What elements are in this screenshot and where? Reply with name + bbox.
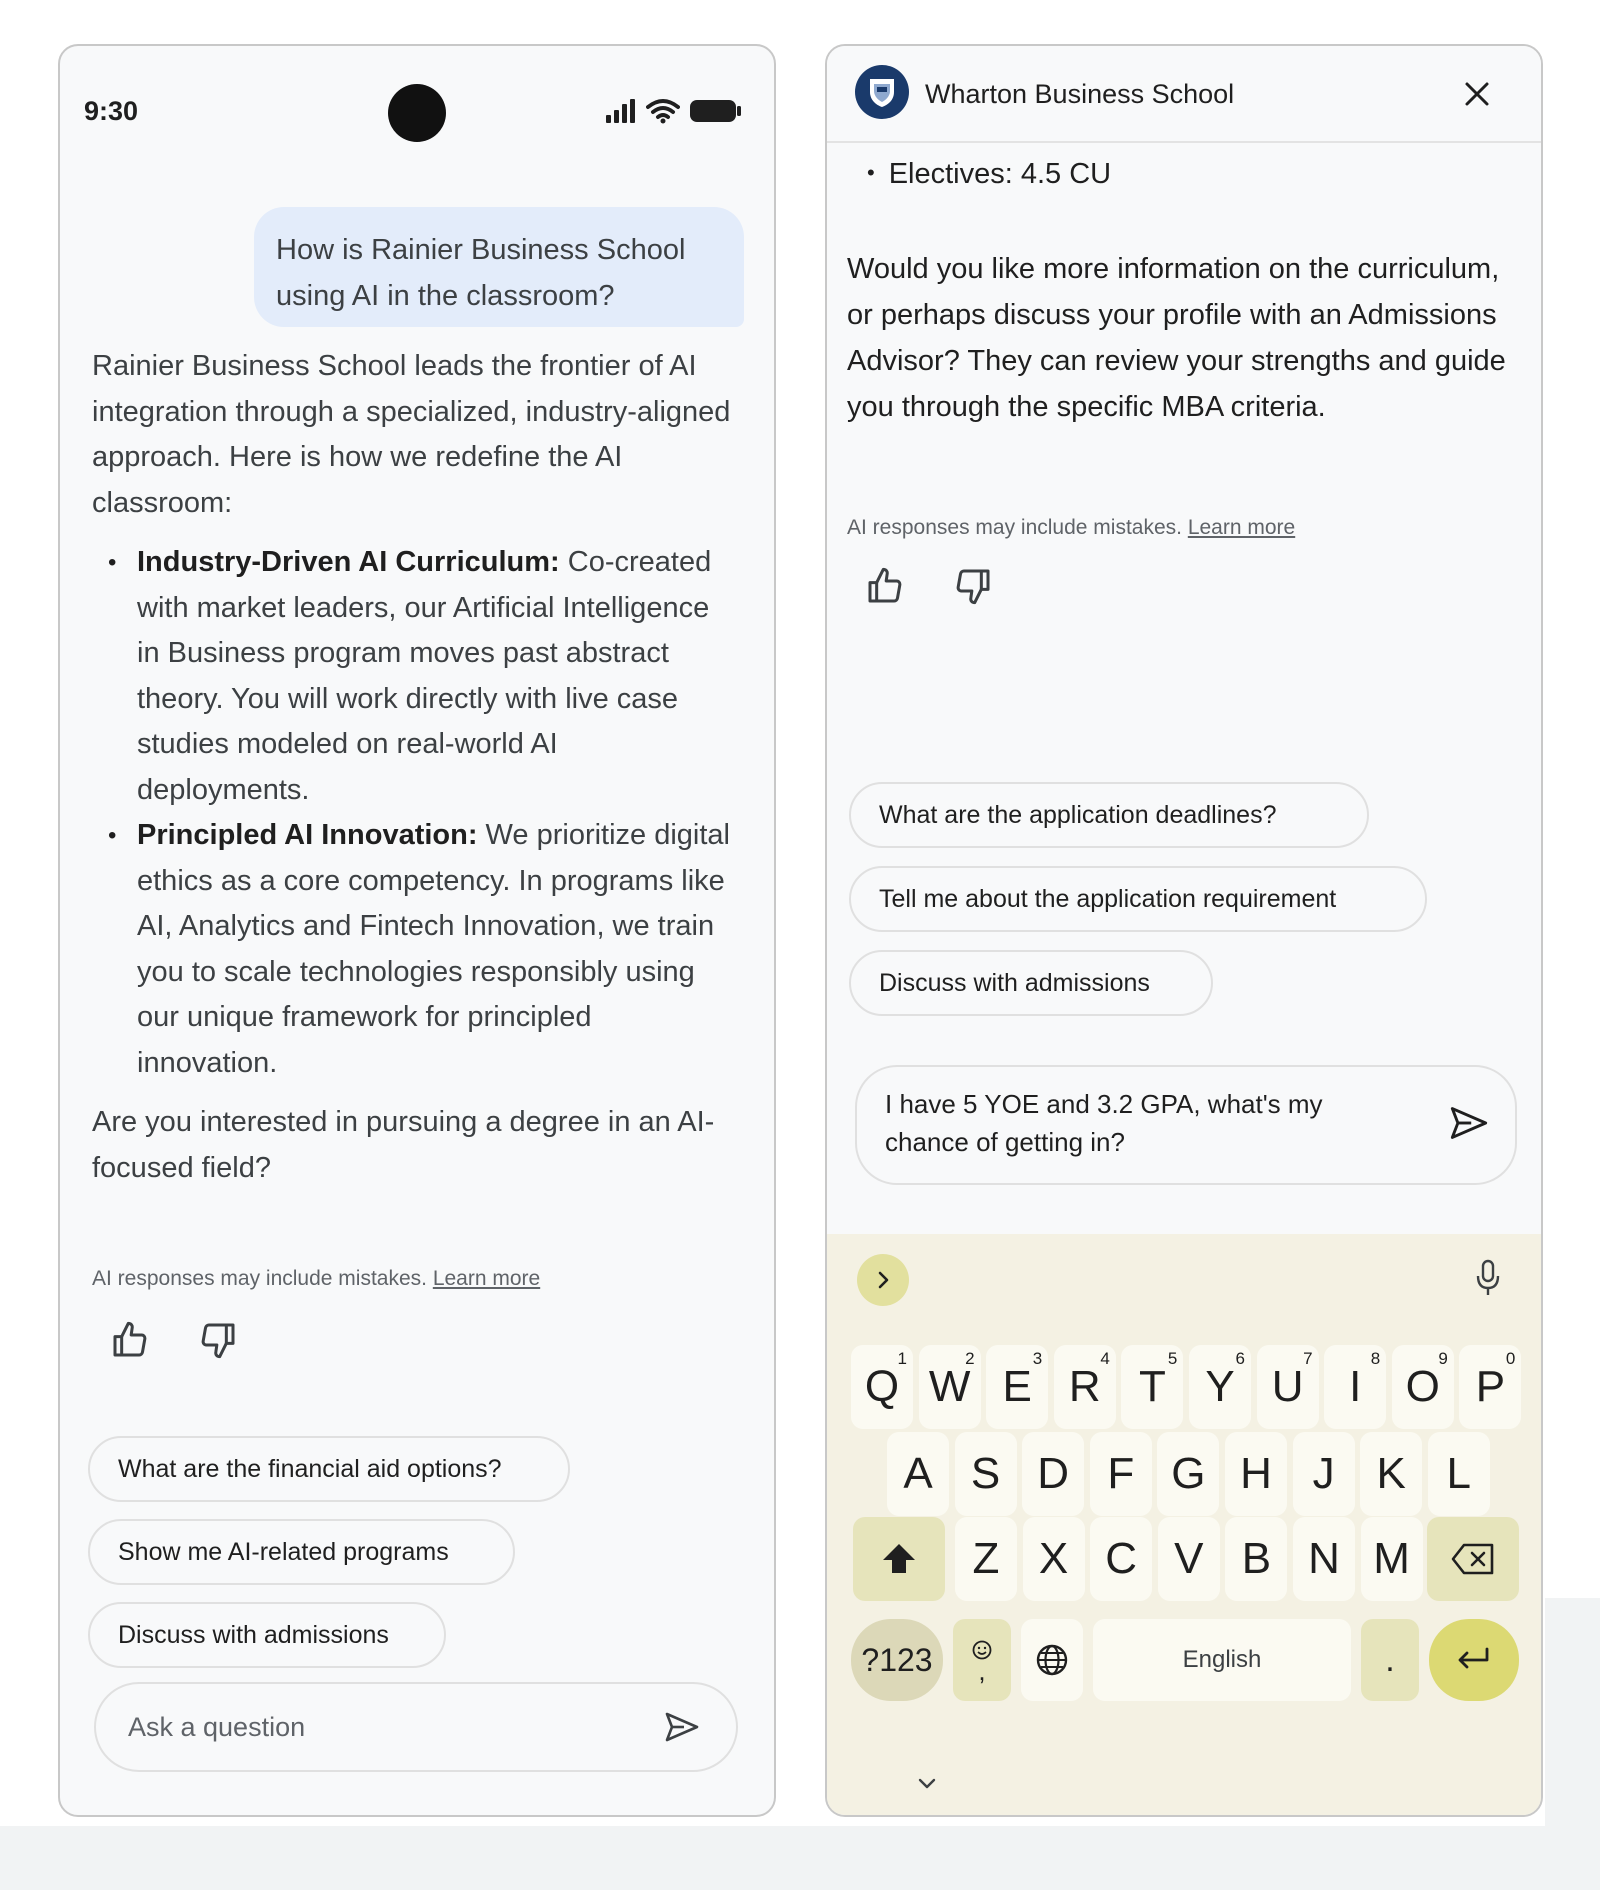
feedback-buttons [863, 562, 995, 610]
key-label: I [1349, 1362, 1362, 1411]
key-number-hint: 4 [1100, 1349, 1110, 1368]
ask-question-field [94, 1682, 738, 1772]
key-f[interactable] [1090, 1432, 1152, 1516]
key-label: T [1138, 1362, 1166, 1411]
key-c[interactable] [1090, 1517, 1152, 1601]
page-bottom-band-right [1545, 1598, 1600, 1890]
bullet-title: Principled AI Innovation: [137, 819, 478, 851]
signal-icon [606, 99, 636, 123]
space-bar[interactable]: English [1093, 1619, 1351, 1701]
key-number-hint: 9 [1438, 1349, 1448, 1368]
answer-bullets [92, 540, 732, 1086]
key-label: H [1240, 1449, 1272, 1498]
key-q[interactable] [851, 1345, 913, 1429]
chat-header [827, 46, 1541, 143]
shift-key[interactable] [853, 1517, 945, 1601]
key-label: A [903, 1449, 933, 1498]
key-label: G [1171, 1449, 1206, 1498]
send-icon [1449, 1105, 1489, 1141]
key-label: V [1174, 1534, 1204, 1583]
answer-bullet [92, 540, 732, 813]
microphone-button[interactable] [1473, 1258, 1503, 1298]
key-label: K [1376, 1449, 1406, 1498]
suggestion-chip-financial-aid[interactable]: What are the financial aid options? [88, 1436, 570, 1502]
key-w[interactable] [919, 1345, 981, 1429]
battery-icon [690, 98, 742, 124]
message-input-value: I have 5 YOE and 3.2 GPA, what's my chance of getting in? [885, 1089, 1323, 1157]
key-number-hint: 2 [965, 1349, 975, 1368]
language-key[interactable] [1021, 1619, 1083, 1701]
suggestion-chip-discuss-admissions[interactable]: Discuss with admissions [849, 950, 1213, 1016]
key-x[interactable] [1023, 1517, 1085, 1601]
key-number-hint: 3 [1032, 1349, 1043, 1368]
thumbs-up-icon [110, 1320, 150, 1360]
key-k[interactable] [1360, 1432, 1422, 1516]
key-d[interactable] [1022, 1432, 1084, 1516]
key-v[interactable] [1158, 1517, 1220, 1601]
suggestion-chip-ai-programs[interactable]: Show me AI-related programs [88, 1519, 515, 1585]
disclaimer-text: AI responses may include mistakes. [847, 516, 1188, 539]
answer-closing: Are you interested in pursuing a degree in an AI-focused field? [92, 1106, 715, 1184]
bullet-text: Electives: 4.5 CU [888, 158, 1112, 190]
key-l[interactable] [1428, 1432, 1490, 1516]
key-y[interactable] [1189, 1345, 1251, 1429]
key-number-hint: 5 [1167, 1349, 1178, 1368]
key-s[interactable] [955, 1432, 1017, 1516]
close-button[interactable] [1457, 74, 1497, 114]
key-number-hint: 8 [1370, 1349, 1381, 1368]
key-label: M [1373, 1534, 1410, 1583]
bullet-title: Industry-Driven AI Curriculum: [137, 546, 560, 578]
key-label: S [970, 1449, 1001, 1498]
key-number-hint: 7 [1303, 1349, 1313, 1368]
key-number-hint: 6 [1235, 1349, 1245, 1368]
microphone-icon [1473, 1258, 1503, 1298]
globe-icon [1034, 1642, 1070, 1678]
key-label: B [1241, 1534, 1272, 1583]
key-label: W [928, 1362, 971, 1411]
electives-bullet [867, 158, 1111, 191]
learn-more-link[interactable]: Learn more [1187, 516, 1296, 539]
thumbs-down-icon [953, 566, 993, 606]
thumbs-up-button[interactable] [863, 562, 907, 610]
thumbs-down-button[interactable] [951, 562, 995, 610]
answer-bullet [92, 813, 732, 1086]
comma-label: , [978, 1656, 986, 1686]
key-h[interactable] [1225, 1432, 1287, 1516]
key-z[interactable] [955, 1517, 1017, 1601]
thumbs-down-button[interactable] [196, 1316, 240, 1364]
header-title: Wharton Business School [925, 79, 1235, 109]
status-bar [60, 46, 774, 176]
key-label: R [1068, 1362, 1101, 1411]
key-j[interactable] [1293, 1432, 1355, 1516]
suggestion-chip-deadlines[interactable]: What are the application deadlines? [849, 782, 1369, 848]
send-button[interactable] [660, 1705, 704, 1749]
feedback-buttons [108, 1316, 240, 1364]
suggestion-chip-discuss-admissions[interactable]: Discuss with admissions [88, 1602, 446, 1668]
on-screen-keyboard [827, 1234, 1541, 1817]
chevron-down-icon [913, 1770, 941, 1798]
key-i[interactable] [1324, 1345, 1386, 1429]
key-label: Z [972, 1534, 1000, 1583]
key-a[interactable] [887, 1432, 949, 1516]
send-button[interactable] [1449, 1105, 1493, 1149]
key-label: L [1446, 1449, 1472, 1498]
page-bottom-band [0, 1826, 1600, 1890]
status-time: 9:30 [84, 96, 139, 126]
key-label: E [1002, 1362, 1032, 1411]
chevron-right-icon [872, 1269, 894, 1291]
ai-answer: Would you like more information on the curriculum, or perhaps discuss your profile with an Admissions Advisor? They can review your strengths and guide you through the specific MBA criteria. [847, 253, 1506, 423]
key-label: C [1105, 1534, 1138, 1583]
shift-icon [880, 1540, 918, 1578]
key-b[interactable] [1225, 1517, 1287, 1601]
front-camera [388, 84, 446, 142]
enter-key[interactable] [1429, 1619, 1519, 1701]
ai-disclaimer [847, 516, 1295, 540]
wifi-icon [646, 98, 680, 124]
key-g[interactable] [1157, 1432, 1219, 1516]
thumbs-up-icon [865, 566, 905, 606]
suggestion-chip-requirements[interactable]: Tell me about the application requirement [849, 866, 1427, 932]
disclaimer-text: AI responses may include mistakes. [92, 1267, 433, 1290]
key-label: Q [864, 1362, 900, 1411]
keyboard-expand-button[interactable] [857, 1254, 909, 1306]
school-logo [855, 65, 909, 119]
message-input[interactable] [855, 1065, 1517, 1185]
thumbs-up-button[interactable] [108, 1316, 152, 1364]
learn-more-link[interactable]: Learn more [432, 1267, 541, 1290]
key-t[interactable] [1121, 1345, 1183, 1429]
key-label: X [1038, 1534, 1069, 1583]
user-message-bubble: How is Rainier Business School using AI in the classroom? [254, 207, 744, 327]
ai-disclaimer [92, 1267, 540, 1291]
key-number-hint: 1 [897, 1349, 907, 1368]
send-icon [664, 1711, 700, 1743]
key-number-hint: 0 [1505, 1349, 1516, 1368]
key-label: P [1475, 1362, 1506, 1411]
shield-icon [867, 76, 897, 108]
bullet-dot: • [867, 160, 875, 185]
key-label: O [1405, 1362, 1440, 1411]
phone-left [58, 44, 776, 1817]
close-icon [1457, 74, 1497, 114]
key-m[interactable] [1361, 1517, 1423, 1601]
key-label: U [1271, 1362, 1304, 1411]
key-label: F [1107, 1449, 1135, 1498]
bullet-text: We prioritize digital ethics as a core competency. In programs like AI, Analytics and Fintech Innovation, we train you to scale technologies responsibly using our unique framework for principled innovation. [137, 819, 731, 1079]
bullet-text: Co-created with market leaders, our Artificial Intelligence in Business program moves past abstract theory. You will work directly with live case studies modeled on real-world AI deployments. [137, 546, 712, 806]
status-icons [606, 96, 742, 126]
ask-question-input[interactable] [128, 1712, 660, 1743]
backspace-key[interactable] [1427, 1517, 1519, 1601]
key-e[interactable] [986, 1345, 1048, 1429]
key-u[interactable] [1257, 1345, 1319, 1429]
key-o[interactable] [1392, 1345, 1454, 1429]
key-p[interactable] [1459, 1345, 1521, 1429]
hide-keyboard-button[interactable] [913, 1770, 941, 1798]
thumbs-down-icon [198, 1320, 238, 1360]
key-r[interactable] [1054, 1345, 1116, 1429]
key-n[interactable] [1293, 1517, 1355, 1601]
backspace-icon [1450, 1542, 1496, 1576]
key-label: D [1037, 1449, 1070, 1498]
enter-icon [1455, 1645, 1493, 1675]
key-label: N [1308, 1534, 1340, 1583]
phone-right [825, 44, 1543, 1817]
ai-answer [92, 344, 732, 1191]
key-label: Y [1205, 1362, 1235, 1411]
period-key[interactable]: . [1361, 1619, 1419, 1701]
answer-intro: Rainier Business School leads the frontier of AI integration through a specialized, industry-aligned approach. Here is how we redefine the AI classroom: [92, 350, 731, 519]
emoji-comma-key[interactable] [953, 1619, 1011, 1701]
symbols-key[interactable]: ?123 [851, 1619, 943, 1701]
key-label: J [1312, 1449, 1335, 1498]
